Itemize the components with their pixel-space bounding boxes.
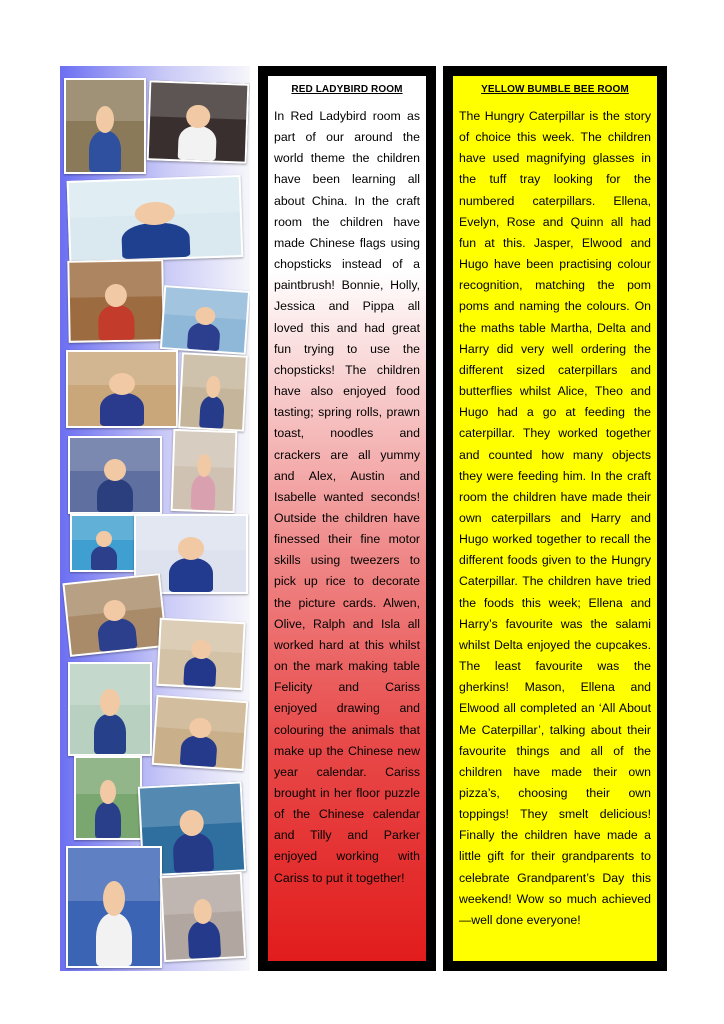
child-face	[134, 201, 176, 226]
child-uniform	[187, 322, 222, 351]
photo-girl-playroom	[178, 352, 248, 431]
child-uniform	[172, 832, 214, 873]
child-face	[96, 106, 115, 134]
child-face	[105, 284, 127, 308]
photo-girl-smiling	[160, 872, 246, 962]
child-uniform	[91, 546, 117, 570]
child-face	[100, 780, 115, 804]
child-uniform	[177, 125, 217, 161]
photo-girl-paintbrush	[67, 259, 164, 343]
child-uniform	[94, 714, 126, 755]
child-uniform	[199, 395, 225, 429]
photo-children-classroom	[64, 78, 146, 174]
child-uniform	[188, 920, 221, 958]
child-uniform	[97, 617, 138, 652]
child-face	[103, 881, 125, 916]
child-face	[104, 459, 126, 481]
child-face	[186, 105, 210, 129]
child-uniform	[97, 479, 133, 512]
photo-building-blocks	[62, 573, 167, 657]
child-face	[197, 454, 212, 478]
yellow-bumble-bee-body: The Hungry Caterpillar is the story of choice this week. The children have used magnifying glasses in the tuff tray looking for the numbered caterpillars. Ellena, Evelyn, Rose and Quinn all had fun at this. Jasper, Elwood and Hugo have been practising colour recognition, matching the pom poms and naming the colours. On the maths table Martha, Delta and Harry did very well ordering the different sized caterpillars and butterflies whilst Alice, Theo and Hugo had a go at feeding the caterpillar. They worked together and counted how many objects they were feeding him. In the craft room the children have made their own caterpillars and Harry and Hugo worked together to recall the different foods given to the Hungry Caterpillar. The children have tried the foods this week; Ellena and Harry’s favourite was the salami whilst Delta enjoyed the cupcakes. The least favourite was the gherkins! Mason, Ellena and Elwood all completed an ‘All About Me Caterpillar’, talking about their favourite things and all of the children have made their own pizza’s, choosing their own toppings! They smelt delicious! Finally the children have made a little gift for their grandparents to celebrate Grandparent’s Day this weekend! Wow so much achieved—well done everyone!	[459, 109, 651, 927]
child-face	[191, 639, 212, 659]
photo-boy-sandpit	[68, 662, 152, 756]
child-uniform	[180, 735, 217, 767]
photo-boy-window	[160, 285, 250, 355]
photo-food-tasting	[67, 175, 244, 263]
child-face	[96, 531, 111, 547]
red-ladybird-panel	[258, 66, 436, 971]
child-uniform	[183, 656, 217, 686]
red-ladybird-panel-inner	[268, 76, 426, 961]
child-face	[189, 718, 211, 739]
photo-boy-magnifier	[74, 756, 142, 840]
child-uniform	[89, 131, 120, 172]
child-face	[109, 373, 135, 395]
child-uniform	[100, 393, 143, 426]
child-uniform	[191, 474, 216, 510]
photo-boy-blue-coat	[68, 436, 162, 514]
red-ladybird-title: RED LADYBIRD ROOM	[291, 84, 403, 95]
child-face	[179, 809, 204, 836]
child-face	[178, 537, 204, 560]
yellow-bumble-bee-panel-inner	[453, 76, 657, 961]
photo-girl-drawing	[156, 618, 245, 690]
child-face	[205, 376, 221, 398]
child-uniform	[95, 802, 121, 838]
yellow-bumble-bee-panel	[443, 66, 667, 971]
child-uniform	[169, 558, 213, 592]
photo-girl-chinese-sign	[147, 80, 250, 163]
photo-tuff-tray	[70, 514, 138, 572]
child-uniform	[96, 913, 133, 966]
child-uniform	[121, 222, 190, 259]
child-uniform	[98, 305, 135, 341]
photo-children-picture-cards	[66, 846, 162, 968]
photo-collage	[60, 66, 250, 971]
photo-girl-pink	[171, 429, 238, 513]
child-face	[195, 306, 216, 325]
red-ladybird-body: In Red Ladybird room as part of our around the world theme the children have been learning all about China. In the craft room the children have made Chinese flags using chopsticks instead of a paintbrush! Bonnie, Holly, Jessica and Pippa all loved this and had great fun trying to use the chopsticks! The children have also enjoyed food tasting; spring rolls, prawn toast, noodles and crackers are all yummy and Alex, Austin and Isabelle wanted seconds! Outside the children have finessed their fine motor skills using tweezers to pick up rice to decorate the picture cards. Alwen, Olive, Ralph and Isla all worked hard at this whilst on the mark making table Felicity and Cariss enjoyed drawing and colouring the animals that make up the Chinese new year calendar. Cariss brought in her floor puzzle of the Chinese calendar and Tilly and Parker enjoyed working with Cariss to put it together!	[274, 109, 420, 885]
child-face	[100, 689, 119, 716]
photo-craft-table	[66, 350, 178, 428]
photo-girl-bookshelf	[152, 695, 249, 771]
yellow-bumble-bee-title: YELLOW BUMBLE BEE ROOM	[481, 84, 629, 95]
